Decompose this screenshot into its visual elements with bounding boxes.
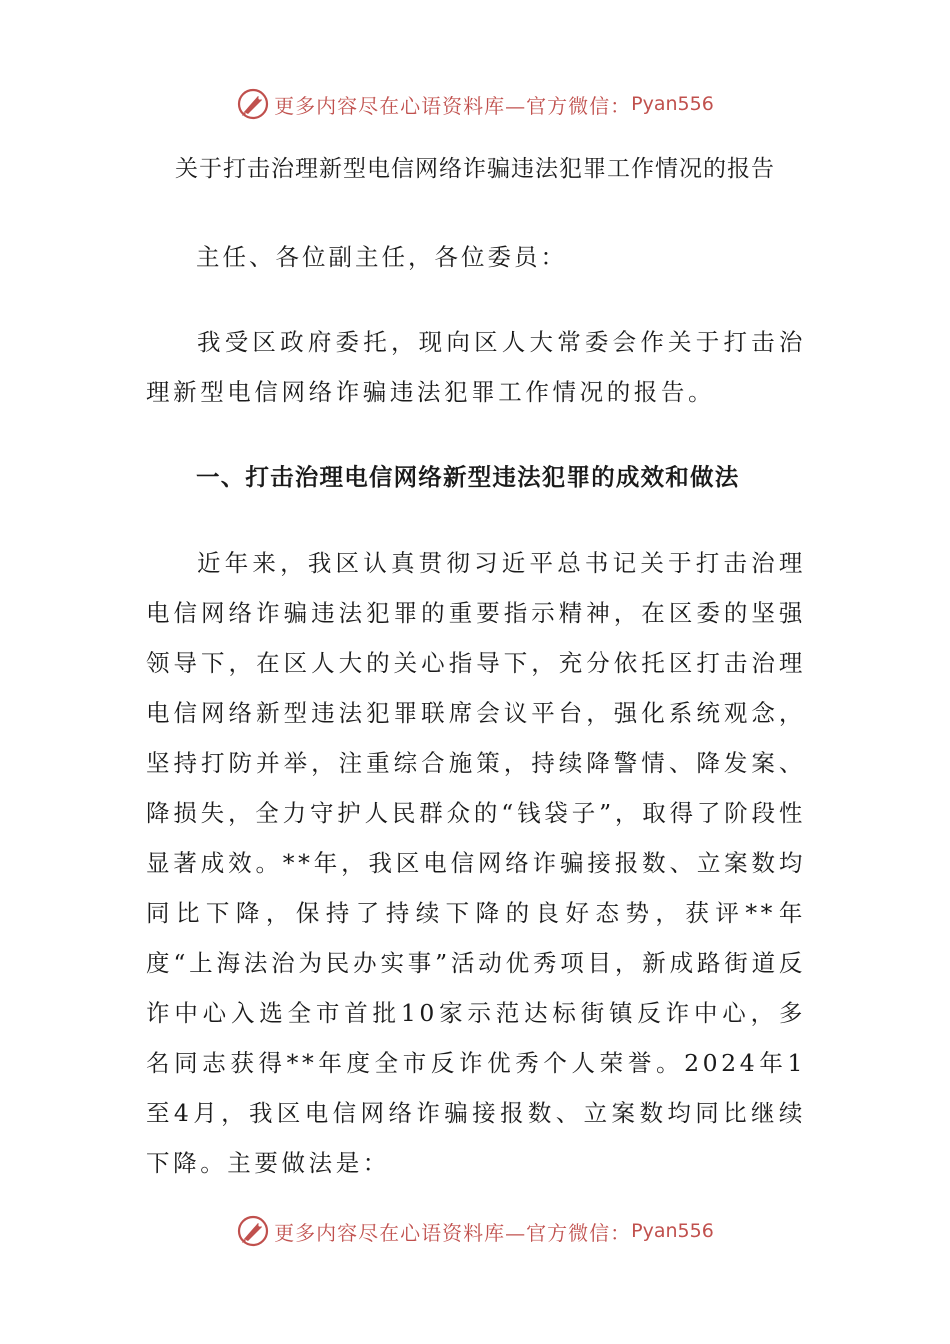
intro-paragraph: 我受区政府委托，现向区人大常委会作关于打击治理新型电信网络诈骗违法犯罪工作情况的报告。 — [146, 328, 806, 406]
watermark-text: 更多内容尽在心语资料库—官方微信： — [274, 1220, 632, 1245]
body-paragraph: 近年来，我区认真贯彻习近平总书记关于打击治理电信网络诈骗违法犯罪的重要指示精神，在区委的坚强领导下，在区人大的关心指导下，充分依托区打击治理电信网络新型违法犯罪联席会议平台，强化系统观念，坚持打防并举，注重综合施策，持续降警情、降发案、降损失，全力守护人民群众的“钱袋子”，取得了阶段性显著成效。**年，我区电信网络诈骗接报数、立案数均同比下降，保持了持续下降的良好态势，获评**年度“上海法治为民办实事”活动优秀项目，新成路街道反诈中心入选全市首批10家示范达标街镇反诈中心，多名同志获得**年度全市反诈优秀个人荣誉。2024年1至4月，我区电信网络诈骗接报数、立案数均同比继续下降。主要做法是： — [146, 549, 806, 1177]
document-title: 关于打击治理新型电信网络诈骗违法犯罪工作情况的报告 — [175, 156, 775, 182]
salutation: 主任、各位副主任，各位委员： — [196, 243, 567, 271]
watermark-wechat-id: Pyan556 — [631, 1220, 714, 1242]
watermark-text: 更多内容尽在心语资料库—官方微信： — [274, 93, 632, 118]
watermark-header — [0, 84, 950, 124]
section-heading: 一、打击治理电信网络新型违法犯罪的成效和做法 — [196, 463, 740, 491]
pen-nib-logo-icon — [236, 87, 270, 121]
pen-nib-logo-icon — [236, 1214, 270, 1248]
watermark-wechat-id: Pyan556 — [631, 93, 714, 115]
watermark-footer — [0, 1211, 950, 1251]
